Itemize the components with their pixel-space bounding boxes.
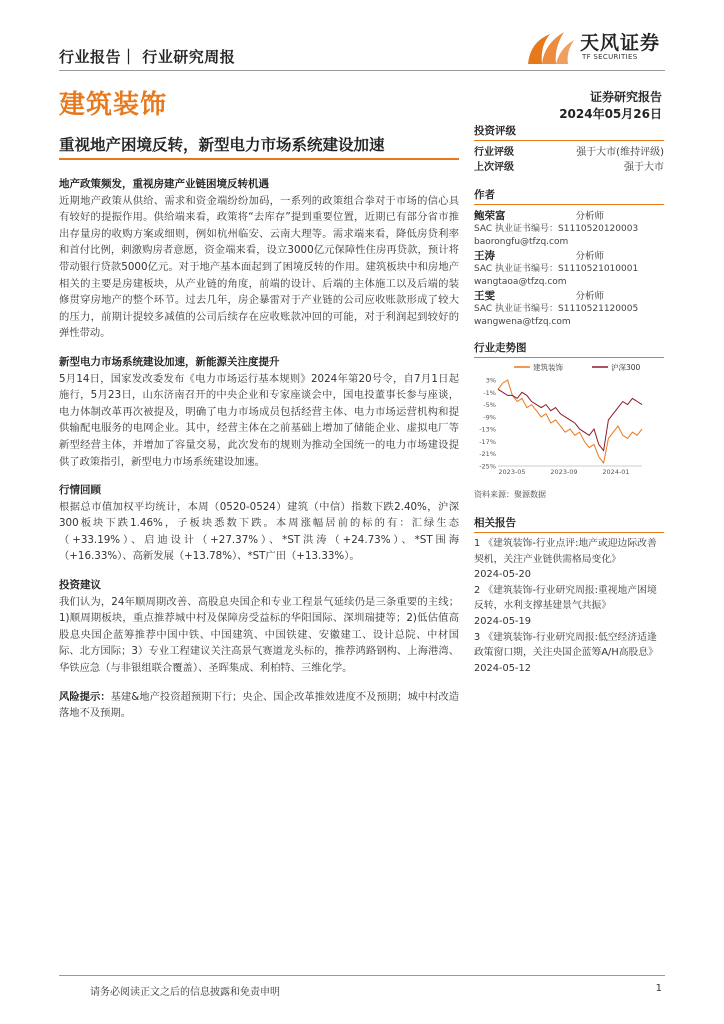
main-title: 重视地产困境反转，新型电力市场系统建设加速 [59, 136, 385, 154]
legend-label: 沪深300 [611, 363, 641, 372]
related-num: 3 [474, 631, 481, 643]
related-title: 《建筑装饰-行业点评:地产或迎边际改善契机，关注产业链供需格局变化》 [474, 538, 657, 565]
author-license: SAC 执业证书编号：S1110521010001 [474, 264, 639, 274]
related-title: 《建筑装饰-行业研究周报:低空经济适逢政策窗口期，关注央国企蓝筹A/H高股息》 [474, 631, 658, 659]
author [474, 249, 664, 289]
sector-title: 建筑装饰 [59, 90, 168, 120]
section-body: 5月14日，国家发改委发布《电力市场运行基本规则》2024年第20号令，自7月1日起施行，5月23日，山东济南召开的中央企业和专家座谈会中，国电投董事长参与座谈，电力体制改革再次被提及，明确了电力市场成员包括经营主体、电力市场运营机构和提供输配电服务的电网企业。其中，经营主体在之前基础上增加了储能企业、虚拟电厂等新型经营主体，并增加了容量交易，此次发布的规则为推动全国统一的电力市场建设提供了政策指引，新型电力市场系统建设加速。 [59, 372, 459, 468]
author-license: SAC 执业证书编号：S1110520120003 [474, 224, 639, 234]
author-name: 鲍荣富 [474, 210, 506, 222]
author-license: SAC 执业证书编号：S1110521120005 [474, 304, 639, 314]
x-tick-label: 2023-09 [550, 468, 578, 476]
x-tick-label: 2024-01 [602, 468, 630, 476]
y-tick-label: -17% [479, 437, 496, 446]
y-tick-label: -1% [483, 388, 496, 397]
section-heading: 投资建议 [59, 579, 101, 592]
series-line-hs300 [498, 389, 642, 450]
risk-label: 风险提示： [59, 690, 111, 703]
series-line-sector [498, 380, 642, 463]
company-name: 天风证券 [580, 32, 661, 54]
section-heading: 新型电力市场系统建设加速，新能源关注度提升 [59, 355, 280, 368]
report-date: 2024年05月26日 [559, 107, 662, 121]
rating-value: 强于大市(维持评级) [576, 147, 664, 158]
page-number: 1 [655, 983, 662, 994]
risk-text: 基建&地产投资超预期下行；央企、国企改革推效进度不及预期；城中村改造落地不及预期。 [59, 690, 459, 720]
author-email[interactable]: wangtaoa@tfzq.com [474, 277, 567, 287]
section-body: 近期地产政策从供给、需求和资金端纷纷加码，一系列的政策组合拳对于市场的信心具有较好的提振作用。供给端来看，政策将“去库存”提到重要位置，近期已有部分省市推出存量房的收购方案或细则，例如杭州临安、云南大理等。需求端来看，降低房贷利率和首付比例，刺激购房者意愿，资金端来看，设立3000亿元保障性住房再贷款，预计将带动银行贷款5000亿元。对于地产基本面起到了困境反转的作用。建筑板块中和房地产相关的主要是房建板块，从产业链的角度，前端的设计、后端的主体施工以及后端的装修贯穿房地产的整个环节。过去几年，房企暴雷对于产业链的公司应收账款形成了较大的压力，前期计提较多减值的公司后续存在应收账款冲回的可能，对于利润起到较好的弹性带动。 [59, 194, 459, 340]
related-report[interactable] [474, 536, 664, 583]
report-category: 证券研究报告 [589, 90, 662, 104]
rating-key: 行业评级 [474, 147, 514, 158]
author-role: 分析师 [575, 211, 604, 222]
footer-divider [59, 975, 665, 976]
related-block [474, 515, 664, 676]
author-name: 王涛 [474, 250, 495, 262]
y-tick-label: -13% [479, 425, 496, 434]
author-name: 王雯 [474, 290, 495, 302]
y-tick-label: -25% [479, 462, 496, 471]
chart-source: 资料来源：聚源数据 [474, 490, 546, 499]
y-tick-label: -5% [483, 401, 496, 410]
related-date: 2024-05-12 [474, 662, 531, 674]
authors-block [474, 187, 664, 329]
author-role: 分析师 [575, 251, 604, 262]
related-heading: 相关报告 [474, 515, 664, 533]
rating-row [474, 145, 664, 160]
main-body [59, 176, 459, 722]
related-num: 1 [474, 538, 481, 549]
rating-row [474, 160, 664, 175]
author [474, 209, 664, 249]
author-email[interactable]: baorongfu@tfzq.com [474, 237, 569, 247]
related-date: 2024-05-20 [474, 569, 531, 581]
risk-warning [59, 689, 459, 722]
section-heading: 地产政策频发，重视房建产业链困境反转机遇 [59, 178, 269, 190]
related-title: 《建筑装饰-行业研究周报:重视地产困境反转，水利支撑基建景气共振》 [474, 584, 657, 612]
rating-key: 上次评级 [474, 162, 514, 173]
section-body: 根据总市值加权平均统计，本周（0520-0524）建筑（中信）指数下跌2.40%，沪深300板块下跌1.46%，子板块悉数下跌。本周涨幅居前的标的有：汇绿生态（+33.19%）、启迪设计（+27.37%）、*ST洪涛（+24.73%）、*ST围海（+16.33%）、高新发展（+13.78%）、*ST广田（+13.33%）。 [59, 500, 459, 563]
author-role: 分析师 [575, 291, 604, 302]
y-tick-label: 3% [485, 376, 496, 385]
footer-disclaimer[interactable]: 请务必阅读正文之后的信息披露和免责申明 [90, 987, 280, 998]
trend-heading: 行业走势图 [474, 340, 664, 358]
section-heading: 行情回顾 [59, 484, 101, 497]
rating-value: 强于大市 [624, 162, 664, 173]
trend-chart [474, 358, 664, 480]
rating-heading: 投资评级 [474, 123, 664, 141]
related-num: 2 [474, 584, 481, 596]
x-tick-label: 2023-05 [498, 468, 526, 476]
related-report[interactable] [474, 583, 664, 630]
company-logo-icon [520, 24, 578, 68]
trend-block [474, 340, 664, 358]
rating-block [474, 123, 664, 175]
legend-label: 建筑装饰 [533, 363, 563, 372]
title-underline [59, 158, 459, 160]
y-tick-label: -9% [483, 413, 496, 422]
author-email[interactable]: wangwena@tfzq.com [474, 317, 571, 327]
author [474, 289, 664, 329]
related-date: 2024-05-19 [474, 615, 531, 627]
y-tick-label: -21% [479, 450, 496, 459]
section-body: 我们认为，24年顺周期改善、高股息央国企和专业工程景气延续仍是三条重要的主线；1)顺周期板块，重点推荐城中村及保障房受益标的华阳国际、深圳瑞捷等；2)低估值高股息央国企蓝筹推荐中国中铁、中国建筑、中国铁建、安徽建工、设计总院、中材国际、北方国际；3）专业工程建议关注高景气赛道龙头标的，推荐鸿路钢构、上海港湾、华铁应急（与非银组联合覆盖）、圣晖集成、利柏特、三维化学。 [59, 595, 459, 675]
company-en: TF SECURITIES [582, 53, 638, 61]
report-type: 行业报告｜ 行业研究周报 [59, 48, 236, 66]
header-divider [59, 70, 665, 71]
related-report[interactable] [474, 630, 664, 677]
authors-heading: 作者 [474, 187, 664, 205]
